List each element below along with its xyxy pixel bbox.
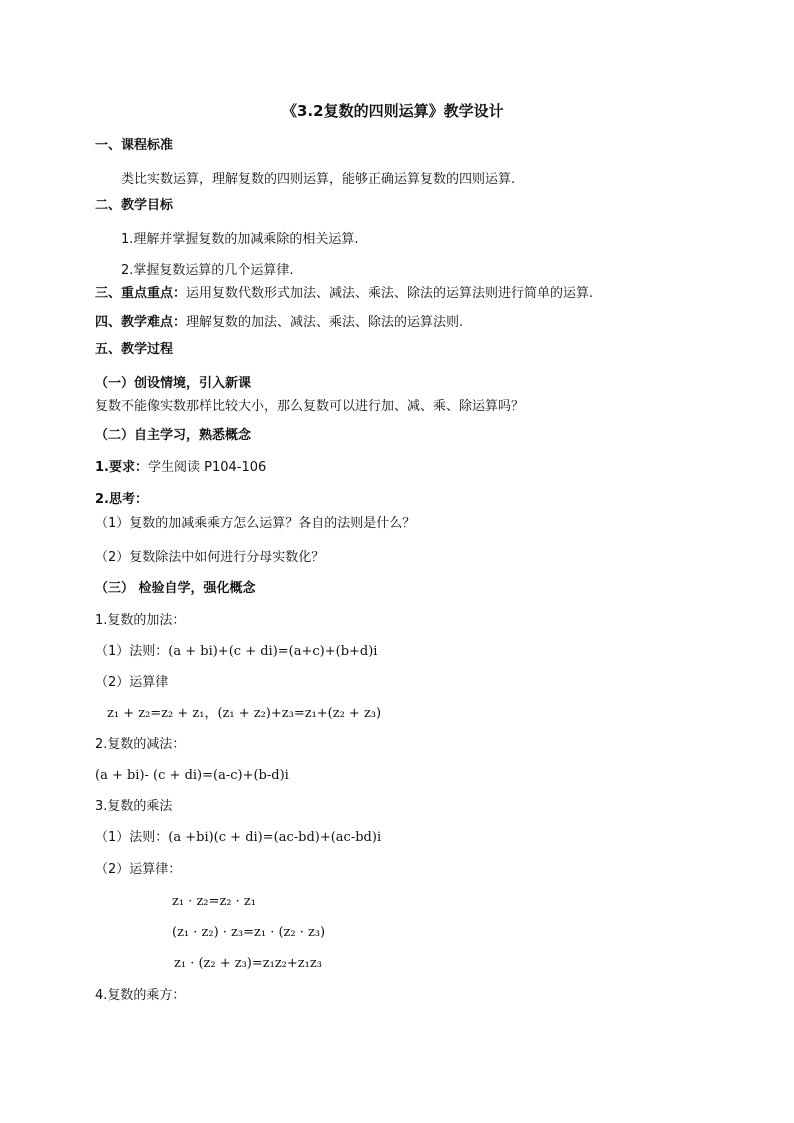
part1-heading: （一）创设情境，引入新课 bbox=[95, 376, 252, 391]
requirement-line bbox=[95, 459, 266, 477]
section-heading-curriculum-standard: 一、课程标准 bbox=[95, 138, 174, 153]
multiplication-law-associative: (z₁ · z₂) · z₃=z₁ · (z₂ · z₃) bbox=[172, 925, 326, 940]
subtraction-title: 2.复数的减法： bbox=[95, 737, 186, 752]
section-heading-teaching-process: 五、教学过程 bbox=[95, 342, 174, 357]
multiplication-title: 3.复数的乘法 bbox=[95, 799, 173, 814]
key-points-text: 运用复数代数形式加法、减法、乘法、除法的运算法则进行简单的运算. bbox=[186, 286, 594, 301]
addition-rule-line bbox=[95, 643, 377, 661]
difficulties-heading: 四、教学难点： bbox=[95, 315, 187, 330]
multiplication-rule-formula: (a +bi)(c + di)=(ac-bd)+(ac-bd)i bbox=[168, 830, 382, 845]
thinking-label: 2.思考： bbox=[95, 492, 148, 507]
multiplication-law-distributive: z₁ · (z₂ + z₃)=z₁z₂+z₁z₃ bbox=[174, 956, 322, 971]
subtraction-rule-formula: (a + bi)- (c + di)=(a-c)+(b-d)i bbox=[95, 768, 289, 783]
document-title: 《3.2复数的四则运算》教学设计 bbox=[282, 102, 504, 120]
thinking-question-1: （1）复数的加减乘乘方怎么运算？各自的法则是什么？ bbox=[95, 516, 416, 531]
requirement-label: 1.要求： bbox=[95, 460, 148, 475]
part3-heading: （三） 检验自学，强化概念 bbox=[95, 581, 256, 596]
addition-rule-formula: (a + bi)+(c + di)=(a+c)+(b+d)i bbox=[168, 644, 378, 659]
difficulties-text: 理解复数的加法、减法、乘法、除法的运算法则. bbox=[186, 315, 464, 330]
requirement-text: 学生阅读 P104-106 bbox=[147, 460, 267, 475]
thinking-question-2: （2）复数除法中如何进行分母实数化？ bbox=[95, 550, 325, 565]
multiplication-law-label: （2）运算律： bbox=[95, 862, 182, 877]
section-heading-teaching-objectives: 二、教学目标 bbox=[95, 198, 174, 213]
multiplication-rule-label: （1）法则： bbox=[95, 830, 169, 845]
multiplication-rule-line bbox=[95, 829, 381, 847]
part2-heading: （二）自主学习，熟悉概念 bbox=[95, 428, 252, 443]
multiplication-law-commutative: z₁ · z₂=z₂ · z₁ bbox=[172, 894, 256, 909]
objective-item-2: 2.掌握复数运算的几个运算律. bbox=[121, 263, 294, 278]
addition-law-label: （2）运算律 bbox=[95, 675, 169, 690]
part1-text: 复数不能像实数那样比较大小，那么复数可以进行加、减、乘、除运算吗？ bbox=[95, 399, 525, 414]
key-points-heading: 三、重点重点： bbox=[95, 286, 187, 301]
difficulties-line bbox=[95, 314, 463, 332]
key-points-line bbox=[95, 285, 593, 303]
power-title: 4.复数的乘方： bbox=[95, 988, 186, 1003]
addition-rule-label: （1）法则： bbox=[95, 644, 169, 659]
addition-laws-formula: z₁ + z₂=z₂ + z₁，(z₁ + z₂)+z₃=z₁+(z₂ + z₃) bbox=[107, 706, 382, 721]
objective-item-1: 1.理解并掌握复数的加减乘除的相关运算. bbox=[121, 232, 359, 247]
curriculum-standard-text: 类比实数运算，理解复数的四则运算，能够正确运算复数的四则运算. bbox=[121, 172, 516, 187]
addition-title: 1.复数的加法： bbox=[95, 613, 186, 628]
